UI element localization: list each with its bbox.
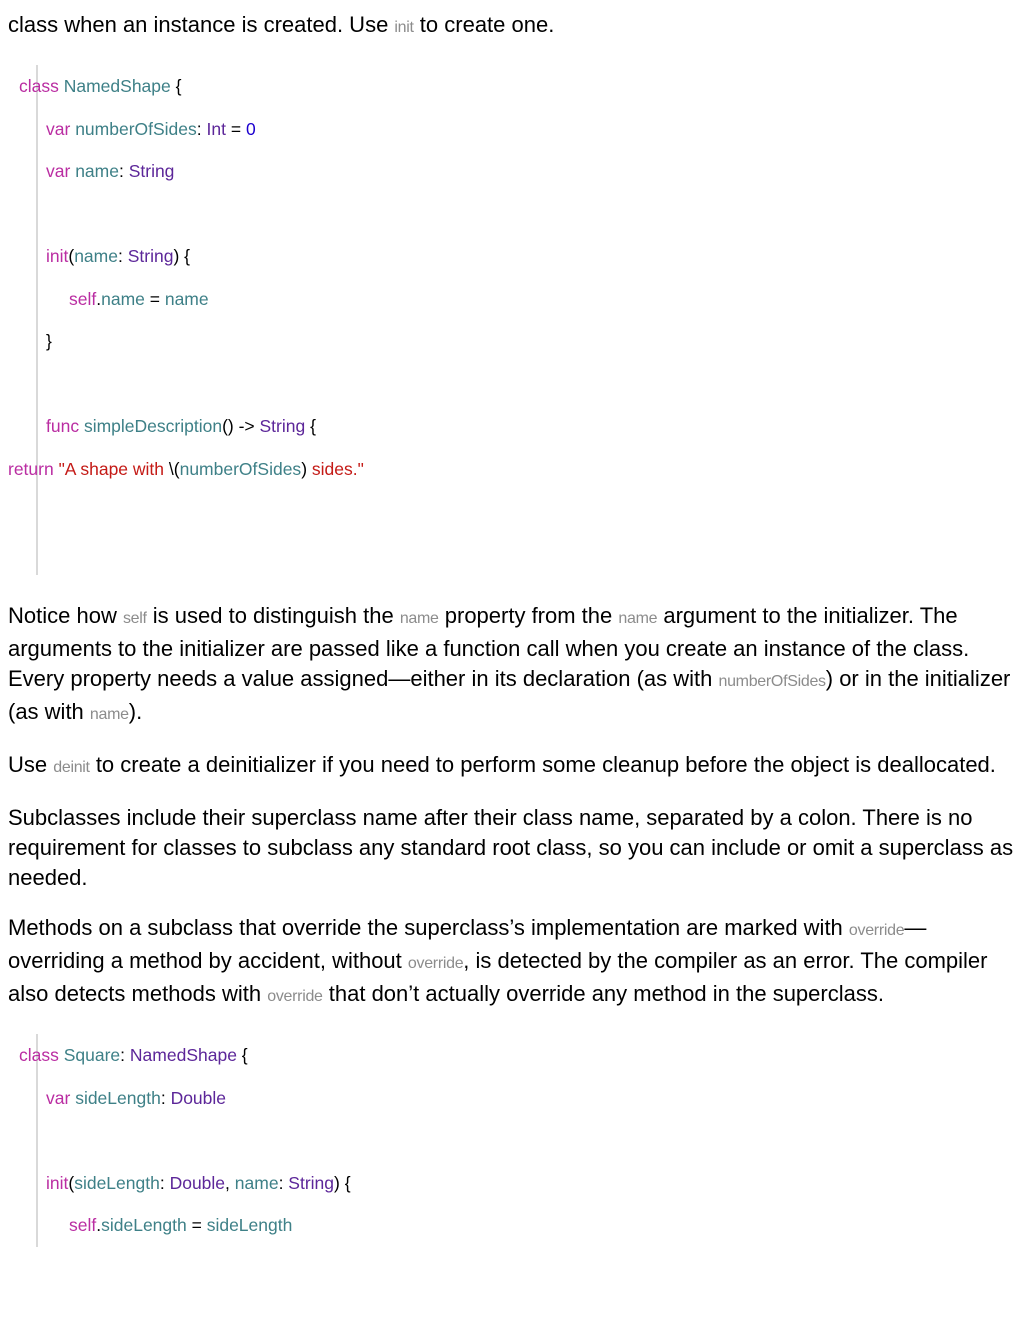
code-lines xyxy=(0,65,1024,575)
code-token: , xyxy=(225,1172,235,1193)
code-token: Double xyxy=(169,1172,226,1193)
code-token: init xyxy=(46,246,69,266)
text-segment: Notice how xyxy=(8,603,123,628)
code-token: 0 xyxy=(245,118,256,139)
code-line xyxy=(0,1204,1024,1247)
code-lines xyxy=(0,1034,1024,1247)
code-token: name xyxy=(75,161,119,181)
text-segment: to create a deinitializer if you need to perform some cleanup before the object is deallocated. xyxy=(89,752,996,777)
code-token: ( xyxy=(68,1172,75,1193)
code-line xyxy=(0,235,1024,278)
code-token: : xyxy=(120,1045,130,1065)
code-token: var xyxy=(46,1087,76,1108)
code-token: return xyxy=(8,458,59,479)
text-segment: class when an instance is created. Use xyxy=(8,12,395,37)
intro-paragraph xyxy=(8,10,1018,43)
code-line xyxy=(0,363,1024,406)
code-token: sideLength xyxy=(206,1215,293,1235)
code-token: "A shape with xyxy=(58,458,169,479)
code-token: ) xyxy=(301,458,308,479)
code-token: . xyxy=(96,1215,102,1235)
code-token: name xyxy=(74,246,118,266)
code-token: ) { xyxy=(334,1172,351,1193)
code-token: Square xyxy=(63,1045,121,1065)
code-token: self xyxy=(69,288,97,309)
code-token: sideLength xyxy=(74,1172,160,1193)
code-token: } xyxy=(46,331,52,351)
code-token: { xyxy=(236,1045,248,1065)
code-token: String xyxy=(288,1172,335,1193)
code-token: : xyxy=(278,1172,289,1193)
paragraph-subclasses xyxy=(8,803,1018,893)
text-segment: Subclasses include their superclass name after their class name, separated by a colon. There is no requirement for classes to subclass any standard root class, so you can include or omit a superclass as needed. xyxy=(8,805,1014,890)
code-token: : xyxy=(160,1087,171,1108)
text-segment: to create one. xyxy=(413,12,555,37)
code-token: : xyxy=(118,161,129,181)
code-token: : xyxy=(117,246,128,266)
code-token: sideLength xyxy=(75,1087,161,1108)
code-token: sideLength xyxy=(101,1215,187,1235)
code-token: var xyxy=(46,118,76,139)
code-line xyxy=(0,1162,1024,1205)
code-line xyxy=(0,320,1024,363)
code-token: : xyxy=(196,118,207,139)
code-token: numberOfSides xyxy=(179,458,302,479)
code-token: func xyxy=(46,416,84,436)
code-token: : xyxy=(159,1172,170,1193)
code-token: = xyxy=(144,288,165,309)
text-segment: ). xyxy=(128,699,143,724)
code-token: NamedShape xyxy=(129,1045,237,1065)
code-token: String xyxy=(128,161,175,181)
text-segment: —overriding a method by accident, without xyxy=(8,915,927,973)
code-token: . xyxy=(96,288,102,309)
code-token: \( xyxy=(168,458,180,479)
code-line xyxy=(0,490,1024,533)
inline-code: override xyxy=(848,922,905,939)
code-token: { xyxy=(305,416,316,436)
text-segment: Methods on a subclass that override the superclass’s implementation are marked with xyxy=(8,915,849,940)
code-token: ( xyxy=(68,246,75,266)
code-token: = xyxy=(225,118,246,139)
code-token: = xyxy=(186,1215,207,1235)
code-token: name xyxy=(164,288,209,309)
code-token: class xyxy=(19,1045,64,1065)
code-line xyxy=(0,1077,1024,1120)
code-token: { xyxy=(175,76,182,96)
code-line xyxy=(0,278,1024,321)
text-segment: Use xyxy=(8,752,54,777)
code-token: numberOfSides xyxy=(75,118,197,139)
code-token: self xyxy=(69,1215,97,1235)
inline-code: name xyxy=(618,610,658,627)
code-line xyxy=(0,405,1024,448)
code-line xyxy=(0,1119,1024,1162)
code-line xyxy=(0,1034,1024,1077)
inline-code: override xyxy=(407,955,464,972)
text-segment: that don’t actually override any method in the superclass. xyxy=(322,981,884,1006)
code-line xyxy=(0,108,1024,151)
text-segment: argument to the initializer. The arguments to the initializer are passed like a function call when you create an instance of the class. Every property needs a value assigned—either in its declaration (as with xyxy=(8,603,970,691)
text-segment: is used to distinguish the xyxy=(146,603,400,628)
code-line xyxy=(0,65,1024,108)
code-line xyxy=(0,193,1024,236)
code-token: simpleDescription xyxy=(83,416,223,436)
code-token: NamedShape xyxy=(63,76,176,96)
inline-code: name xyxy=(89,706,129,723)
inline-code: self xyxy=(122,610,147,627)
inline-code: override xyxy=(267,988,323,1005)
inline-code: init xyxy=(394,19,414,36)
code-token: Double xyxy=(170,1087,227,1108)
code-token: class xyxy=(19,76,64,96)
paragraph-override xyxy=(8,913,1018,1012)
text-segment: ) or in the initializer (as with xyxy=(8,666,1011,724)
code-line xyxy=(0,448,1024,491)
code-token: String xyxy=(127,246,174,266)
code-token: name xyxy=(101,288,145,309)
code-token: ) { xyxy=(173,246,190,266)
paragraph-notice-self xyxy=(8,601,1018,730)
code-token: var xyxy=(46,161,76,181)
inline-code: deinit xyxy=(53,759,90,776)
code-token: init xyxy=(46,1172,69,1193)
code-block-square xyxy=(0,1034,1024,1247)
text-segment: property from the xyxy=(438,603,619,628)
code-line xyxy=(0,150,1024,193)
code-token: Int xyxy=(206,118,226,139)
code-token: name xyxy=(234,1172,279,1193)
inline-code: name xyxy=(399,610,439,627)
code-token: sides." xyxy=(307,458,364,479)
code-block-namedshape xyxy=(0,65,1024,575)
paragraph-deinit xyxy=(8,750,1018,783)
text-segment: , is detected by the compiler as an error. The compiler also detects methods with xyxy=(8,948,988,1006)
code-token: () -> xyxy=(222,416,260,436)
code-line xyxy=(0,533,1024,576)
code-token: String xyxy=(259,416,306,436)
inline-code: numberOfSides xyxy=(718,673,826,690)
